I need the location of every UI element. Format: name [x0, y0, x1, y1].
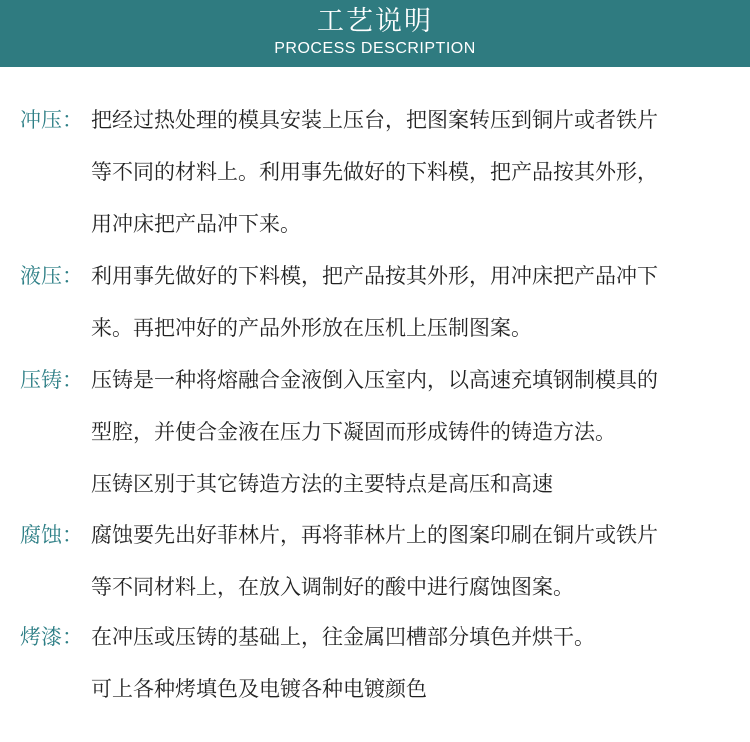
term-die-casting: 压铸：: [20, 368, 83, 392]
term-baking-paint: 烤漆：: [20, 625, 83, 649]
description-line: 腐蚀要先出好菲林片，再将菲林片上的图案印刷在铜片或铁片: [91, 523, 658, 547]
term-etching: 腐蚀：: [20, 523, 83, 547]
description-line: 等不同的材料上。利用事先做好的下料模，把产品按其外形，: [91, 160, 658, 184]
description-line: 可上各种烤填色及电镀各种电镀颜色: [91, 677, 427, 701]
description-line: 等不同材料上，在放入调制好的酸中进行腐蚀图案。: [91, 575, 574, 599]
description-line: 在冲压或压铸的基础上，往金属凹槽部分填色并烘干。: [91, 625, 595, 649]
description-line: 利用事先做好的下料模，把产品按其外形，用冲床把产品冲下: [91, 264, 658, 288]
description-line: 来。再把冲好的产品外形放在压机上压制图案。: [91, 316, 532, 340]
term-stamping: 冲压：: [20, 108, 83, 132]
description-line: 压铸是一种将熔融合金液倒入压室内，以高速充填钢制模具的: [91, 368, 658, 392]
page-title: 工艺说明: [317, 6, 433, 37]
description-line: 压铸区别于其它铸造方法的主要特点是高压和高速: [91, 472, 553, 496]
description-line: 用冲床把产品冲下来。: [91, 212, 301, 236]
header-banner: [0, 0, 750, 67]
description-line: 型腔，并使合金液在压力下凝固而形成铸件的铸造方法。: [91, 420, 616, 444]
term-hydraulic: 液压：: [20, 264, 83, 288]
page-subtitle: PROCESS DESCRIPTION: [274, 40, 476, 57]
description-line: 把经过热处理的模具安装上压台，把图案转压到铜片或者铁片: [91, 108, 658, 132]
